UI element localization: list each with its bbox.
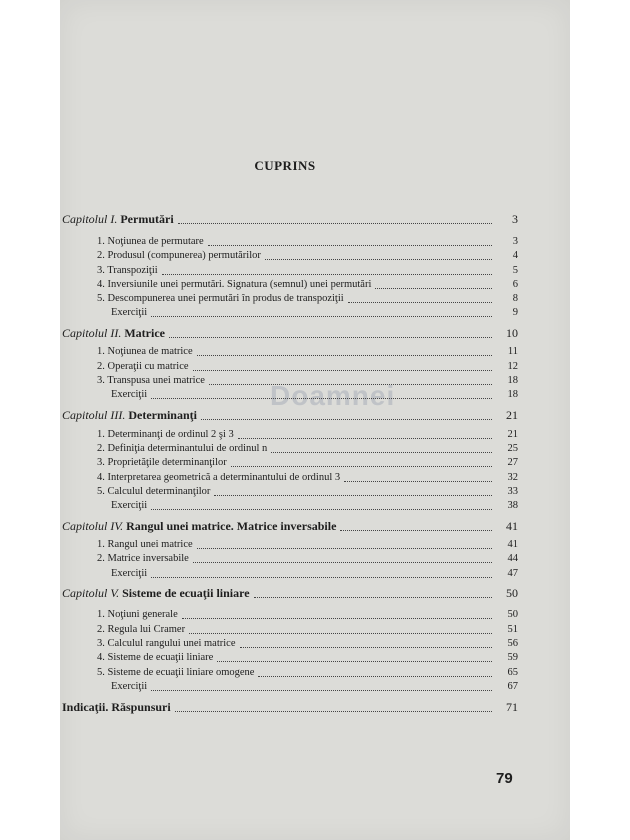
chapter-heading	[62, 409, 197, 422]
dot-leader	[189, 633, 492, 634]
toc-chapter-row	[62, 213, 518, 226]
chapter-title: Matrice	[124, 326, 165, 340]
toc-chapter-row	[62, 520, 518, 533]
toc-section-row	[97, 456, 518, 469]
dot-leader	[182, 618, 492, 619]
chapter-title: Rangul unei matrice. Matrice inversabile	[126, 519, 337, 533]
page-title: CUPRINS	[254, 158, 316, 173]
toc-page-number: 50	[506, 586, 518, 600]
section-title: 1. Noţiunea de matrice	[97, 346, 193, 357]
toc-exercise-row	[111, 306, 518, 319]
dot-leader	[151, 690, 492, 691]
section-title: 2. Operaţii cu matrice	[97, 361, 189, 372]
toc-section-row	[97, 471, 518, 484]
dot-leader	[240, 647, 493, 648]
toc-section-row	[97, 623, 518, 636]
toc-section-row	[97, 345, 518, 358]
dot-leader	[271, 452, 492, 453]
section-title: 1. Noţiunea de permutare	[97, 236, 204, 247]
toc-section-row	[97, 292, 518, 305]
section-title: 2. Regula lui Cramer	[97, 624, 186, 635]
dot-leader	[344, 481, 492, 482]
chapter-prefix: Capitolul II.	[62, 326, 125, 340]
toc-section-row	[97, 374, 518, 387]
toc-page-number: 3	[512, 212, 518, 226]
dot-leader	[193, 370, 492, 371]
toc-page-number: 11	[507, 346, 518, 357]
dot-leader	[151, 577, 492, 578]
toc-section-row	[97, 538, 518, 551]
section-title: 5. Calculul determinanţilor	[97, 486, 211, 497]
toc-page-number: 32	[507, 472, 518, 483]
watermark: Doamnei	[270, 380, 396, 411]
dot-leader	[254, 597, 492, 598]
toc-page-number: 3	[512, 236, 518, 247]
chapter-title: Indicaţii. Răspunsuri	[62, 700, 171, 714]
chapter-heading	[62, 701, 171, 714]
toc-section-row	[97, 666, 518, 679]
dot-leader	[231, 466, 492, 467]
toc-page-number: 4	[512, 250, 518, 261]
dot-leader	[340, 530, 492, 531]
toc-page-number: 50	[507, 609, 518, 620]
toc-exercise-row	[111, 388, 518, 401]
dot-leader	[208, 245, 492, 246]
dot-leader	[197, 548, 492, 549]
section-title: 1. Rangul unei matrice	[97, 539, 193, 550]
section-title: 3. Transpusa unei matrice	[97, 375, 205, 386]
chapter-title: Permutări	[120, 212, 174, 226]
dot-leader	[193, 562, 492, 563]
dot-leader	[162, 274, 492, 275]
chapter-prefix: Capitolul III.	[62, 408, 129, 422]
chapter-prefix: Capitolul IV.	[62, 519, 127, 533]
toc-page-number: 6	[512, 279, 518, 290]
toc-section-row	[97, 360, 518, 373]
exercise-label: Exerciţii	[111, 568, 148, 579]
chapter-heading	[62, 213, 174, 226]
section-title: 3. Transpoziţii	[97, 265, 158, 276]
toc-chapter-row	[62, 587, 518, 600]
section-title: 3. Proprietăţile determinanţilor	[97, 457, 227, 468]
dot-leader	[209, 384, 492, 385]
toc-page-number: 38	[507, 500, 518, 511]
toc-page-number: 51	[507, 624, 518, 635]
toc-page-number: 65	[507, 667, 518, 678]
chapter-title: Determinanţi	[128, 408, 197, 422]
dot-leader	[151, 398, 492, 399]
dot-leader	[258, 676, 492, 677]
section-title: 3. Calculul rangului unei matrice	[97, 638, 236, 649]
toc-page-number: 44	[507, 553, 518, 564]
dot-leader	[201, 419, 492, 420]
toc-page-number: 18	[507, 389, 518, 400]
section-title: 5. Descompunerea unei permutări în produs de transpoziţii	[97, 293, 344, 304]
exercise-label: Exerciţii	[111, 307, 148, 318]
toc-page-number: 12	[507, 361, 518, 372]
toc-section-row	[97, 442, 518, 455]
toc-section-row	[97, 235, 518, 248]
dot-leader	[214, 495, 492, 496]
toc-page-number: 21	[506, 408, 518, 422]
toc-section-row	[97, 485, 518, 498]
section-title: 2. Matrice inversabile	[97, 553, 189, 564]
dot-leader	[375, 288, 492, 289]
section-title: 4. Sisteme de ecuaţii liniare	[97, 652, 214, 663]
chapter-prefix: Capitolul V.	[62, 586, 123, 600]
toc-page-number: 5	[512, 265, 518, 276]
toc-page-number: 18	[507, 375, 518, 386]
toc-section-row	[97, 651, 518, 664]
toc-page-number: 41	[506, 519, 518, 533]
toc-chapter-row	[62, 327, 518, 340]
dot-leader	[348, 302, 492, 303]
toc-page-number: 47	[507, 568, 518, 579]
toc-section-row	[97, 428, 518, 441]
chapter-heading	[62, 520, 336, 533]
section-title: 1. Noţiuni generale	[97, 609, 178, 620]
toc-section-row	[97, 637, 518, 650]
exercise-label: Exerciţii	[111, 389, 148, 400]
toc-section-row	[97, 249, 518, 262]
section-title: 4. Interpretarea geometrică a determinantului de ordinul 3	[97, 472, 341, 483]
toc-exercise-row	[111, 567, 518, 580]
toc-page-number: 27	[507, 457, 518, 468]
chapter-heading	[62, 587, 250, 600]
toc-exercise-row	[111, 680, 518, 693]
toc-section-row	[97, 608, 518, 621]
toc-page-number: 8	[512, 293, 518, 304]
toc-page-number: 9	[512, 307, 518, 318]
toc-section-row	[97, 278, 518, 291]
dot-leader	[217, 661, 492, 662]
page-number: 79	[496, 770, 513, 787]
toc-page-number: 56	[507, 638, 518, 649]
exercise-label: Exerciţii	[111, 681, 148, 692]
chapter-title: Sisteme de ecuaţii liniare	[122, 586, 250, 600]
toc-page-number: 10	[506, 326, 518, 340]
toc-page-number: 21	[507, 429, 518, 440]
toc-exercise-row	[111, 499, 518, 512]
toc-page-number: 25	[507, 443, 518, 454]
toc-chapter-row	[62, 409, 518, 422]
exercise-label: Exerciţii	[111, 500, 148, 511]
toc-chapter-row	[62, 701, 518, 714]
dot-leader	[151, 316, 492, 317]
toc-page-number: 71	[506, 700, 518, 714]
toc-page-number: 67	[507, 681, 518, 692]
chapter-prefix: Capitolul I.	[62, 212, 121, 226]
dot-leader	[265, 259, 492, 260]
section-title: 5. Sisteme de ecuaţii liniare omogene	[97, 667, 255, 678]
toc-section-row	[97, 264, 518, 277]
toc-page-number: 33	[507, 486, 518, 497]
toc-section-row	[97, 552, 518, 565]
dot-leader	[238, 438, 492, 439]
dot-leader	[151, 509, 492, 510]
toc-page-number: 59	[507, 652, 518, 663]
dot-leader	[175, 711, 492, 712]
section-title: 2. Produsul (compunerea) permutărilor	[97, 250, 261, 261]
toc-page-number: 41	[507, 539, 518, 550]
dot-leader	[169, 337, 492, 338]
section-title: 1. Determinanţi de ordinul 2 şi 3	[97, 429, 234, 440]
dot-leader	[178, 223, 492, 224]
dot-leader	[197, 355, 492, 356]
section-title: 4. Inversiunile unei permutări. Signatura (semnul) unei permutări	[97, 279, 372, 290]
chapter-heading	[62, 327, 165, 340]
section-title: 2. Definiţia determinantului de ordinul n	[97, 443, 268, 454]
